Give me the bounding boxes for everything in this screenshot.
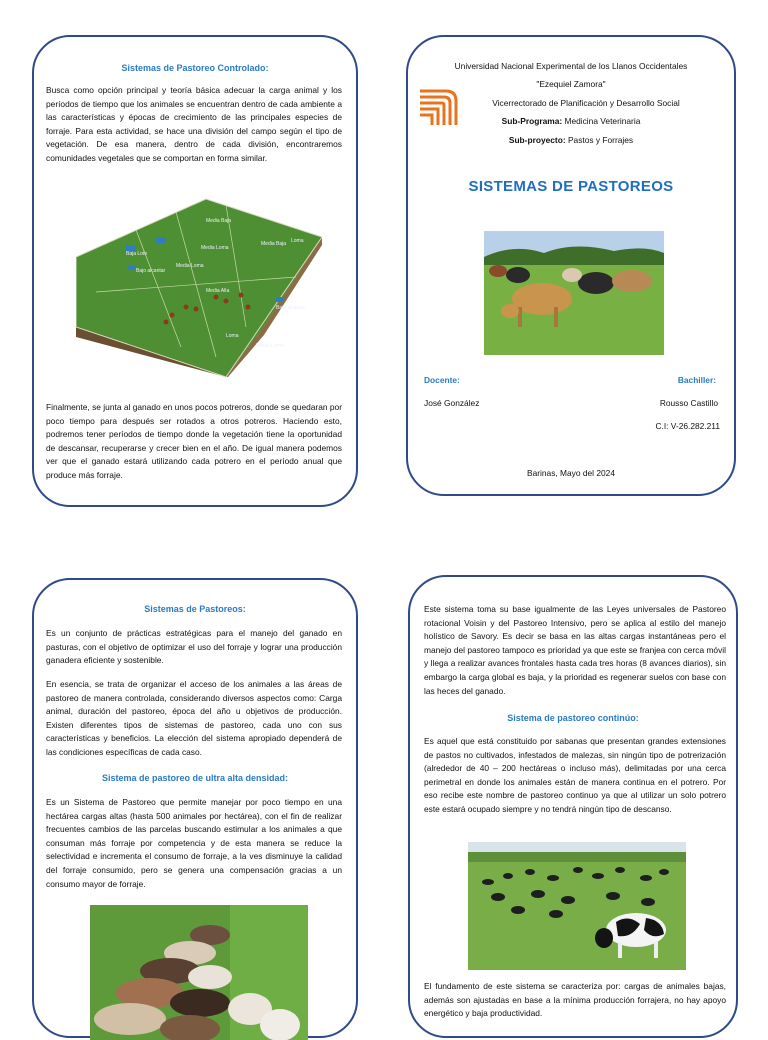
heading-continuous-grazing: Sistema de pastoreo continúo: bbox=[507, 713, 639, 723]
diagram-label: Baja Lote bbox=[126, 251, 148, 257]
diagram-label: Bajo alcantar bbox=[276, 305, 306, 311]
diagram-label: Media Loma bbox=[176, 263, 204, 269]
bachiller-name: Rousso Castillo bbox=[659, 398, 718, 408]
subproyecto-value: Pastos y Forrajes bbox=[565, 135, 634, 145]
heading-ultra-high-density: Sistema de pastoreo de ultra alta densidad: bbox=[101, 773, 289, 783]
subprograma-label: Sub-Programa: bbox=[501, 116, 563, 126]
bachiller-label: Bachiller: bbox=[677, 375, 716, 385]
docente-name: José González bbox=[424, 398, 480, 408]
diagram-label: Media Baja bbox=[261, 241, 287, 247]
paragraph-ultra-high-density: Es un Sistema de Pastoreo que permite manejar por poco tiempo en una hectárea cargas altas (hasta 500 animales por hectárea), con el fin de realizar frecuentes cambios de las parcelas buscando estimular a los animales a que consuman más forraje por competencia y de esta manera se reduce la selectividad e incrementa el consumo de forraje, a la ves disminuye la calidad del forraje consumido, pero se genera una compensación gracias a un consumo mayor de forraje. bbox=[46, 797, 342, 889]
heading-controlled-grazing: Sistemas de Pastoreo Controlado: bbox=[121, 63, 269, 73]
panel-continuous-grazing bbox=[408, 575, 738, 1038]
university-name: Universidad Nacional Experimental de los Llanos Occidentales bbox=[454, 61, 688, 71]
subprograma bbox=[408, 116, 734, 126]
paragraph-continuous-foundation: El fundamento de este sistema se caracteriza por: cargas de animales bajas, además son ajustadas en base a la mínima producción forrajera, no hay apoyo energético y baja productividad. bbox=[424, 981, 726, 1019]
place-date: Barinas, Mayo del 2024 bbox=[527, 468, 615, 478]
bachiller-ci: C.I: V-26.282.211 bbox=[655, 421, 720, 431]
paragraph-voisin-system: Este sistema toma su base igualmente de las Leyes universales de Pastoreo rotacional Voisin y del Pastoreo Intensivo, pero se aplica al estilo del manejo holístico de Savory. Es decir se basa en las altas cargas instantáneas pero el manejo del pastoreo tampoco es prioridad ya que este se franjea con cerca móvil y llega a realizar avances frontales hasta cada tres horas (8 avances diarios), sin embargo la carga global es baja, y la prioridad es regenerar suelos con base con las heces del ganado. bbox=[424, 604, 726, 696]
heading-grazing-systems: Sistemas de Pastoreos: bbox=[144, 604, 246, 614]
holstein-cattle-photo bbox=[468, 842, 686, 970]
diagram-label: Bajo alcantar bbox=[136, 268, 166, 274]
university-subname: "Ezequiel Zamora" bbox=[536, 79, 606, 89]
document-title: SISTEMAS DE PASTOREOS bbox=[468, 178, 674, 195]
docente-label: Docente: bbox=[424, 375, 460, 385]
paragraph-controlled-grazing-1: Busca como opción principal y teoría básica adecuar la carga animal y los períodos de tiempo que los animales se encuentran dentro de cada ambiente a las características y épocas de crecimiento de las principales especies de forraje. Para esta actividad, se hace una división del campo según el tipo de vegetación. De esa manera, dentro de cada división, encontraremos comunidades vegetales que se comportan en forma similar. bbox=[46, 85, 342, 163]
pasture-division-diagram bbox=[76, 197, 322, 377]
paragraph-continuous-grazing: Es aquel que está constituido por sabanas que presentan grandes extensiones de pastos no cultivados, infestados de malezas, sin ningún tipo de potrerización (alrededor de 40 – 200 hectáreas o incluso más), delimitadas por una cerca perimetral en donde los animales están de manera continua en el potrero. Por eso recibe este nombre de pastoreo continuo ya que al utilizar un solo potrero este estará ocupado siempre y no tendrá ningún tipo de descanso. bbox=[424, 736, 726, 814]
diagram-label: Media Baja bbox=[206, 218, 232, 224]
diagram-label: Media Loma bbox=[256, 343, 284, 349]
diagram-label: Media Alta bbox=[206, 288, 230, 294]
diagram-label: Loma bbox=[291, 238, 304, 244]
subproyecto-label: Sub-proyecto: bbox=[508, 135, 566, 145]
panel-grazing-systems bbox=[32, 578, 358, 1038]
cattle-photo bbox=[484, 231, 664, 355]
dense-cattle-photo bbox=[90, 905, 308, 1040]
panel-controlled-grazing bbox=[32, 35, 358, 507]
subproyecto bbox=[408, 135, 734, 145]
paragraph-controlled-grazing-2: Finalmente, se junta al ganado en unos pocos potreros, donde se quedaran por poco tiempo para después ser rotados a otros potreros. Haciendo esto, podremos tener períodos de tiempo donde la vegetación tiene la oportunidad de descansar, recuperarse y crecer bien en el año. De igual manera podemos ver que el ganado estará utilizando cada potrero en el período anual que produce más forraje. bbox=[46, 402, 342, 480]
paragraph-grazing-systems-1: Es un conjunto de prácticas estratégicas para el manejo del ganado en pasturas, con el objetivo de optimizar el uso del forraje y lograr una producción ganadera eficiente y sostenible. bbox=[46, 628, 342, 666]
diagram-label: Media Loma bbox=[201, 245, 229, 251]
diagram-label: Loma bbox=[226, 333, 239, 339]
panel-cover bbox=[406, 35, 736, 496]
subprograma-value: Medicina Veterinaria bbox=[562, 116, 641, 126]
paragraph-grazing-systems-2: En esencia, se trata de organizar el acceso de los animales a las áreas de pastoreo de manera controlada, considerando diversos aspectos como: Carga animal, duración del pastoreo, época del año u objetivos de producción. Existen diferentes tipos de sistemas de pastoreo, cada uno con sus características y beneficios. La elección del sistema apropiado dependerá de las condiciones específicas de cada caso. bbox=[46, 679, 342, 757]
vicerrectorado: Vicerrectorado de Planificación y Desarrollo Social bbox=[492, 98, 680, 108]
